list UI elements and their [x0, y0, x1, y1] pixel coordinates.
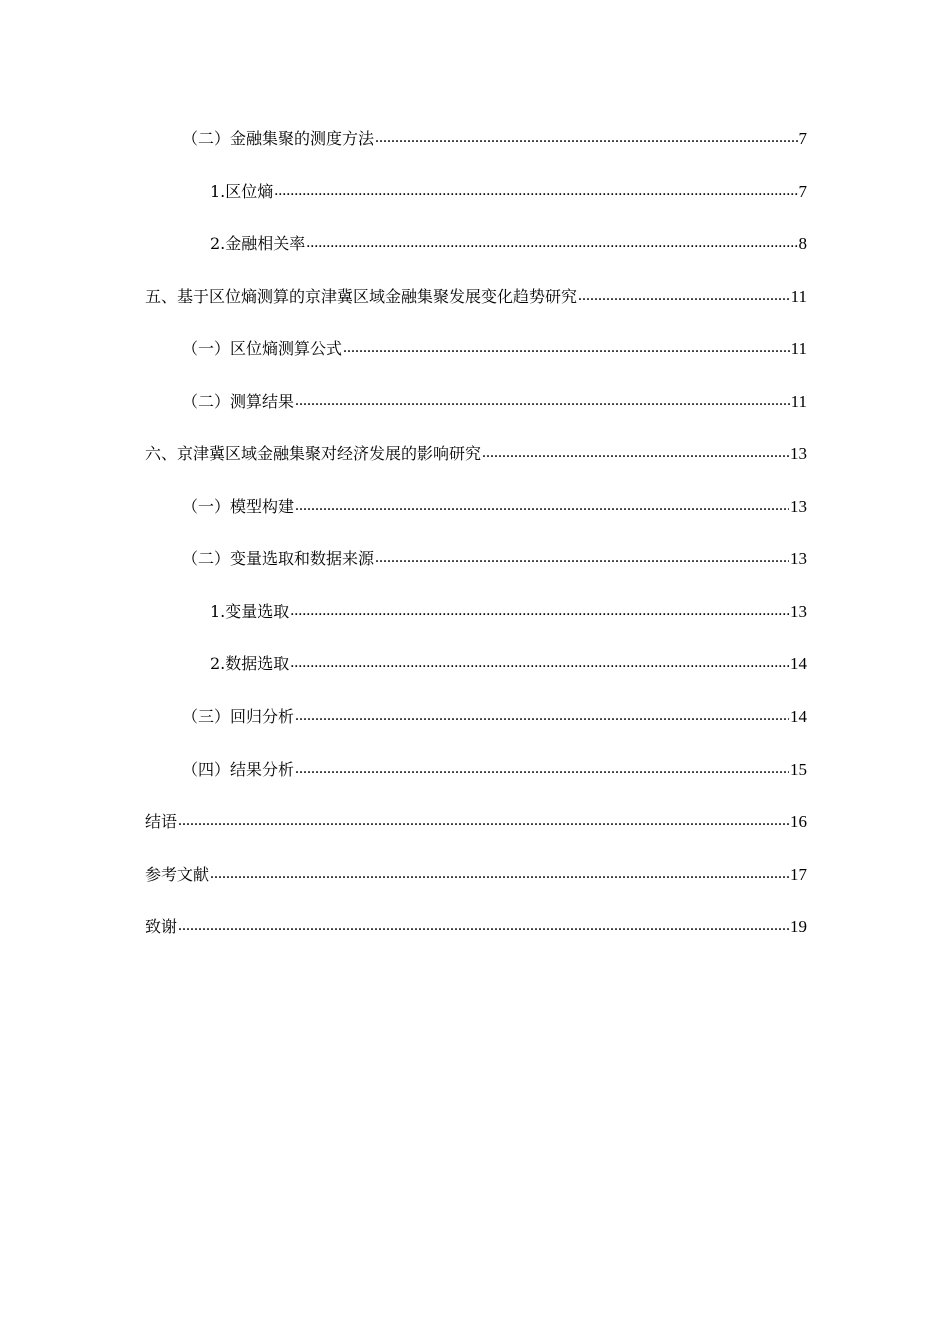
toc-dot-leader — [375, 547, 789, 569]
toc-entry-title: 结语 — [145, 812, 178, 831]
toc-entry-title: 五、基于区位熵测算的京津冀区域金融集聚发展变化趋势研究 — [145, 287, 578, 306]
toc-dot-leader — [295, 705, 789, 727]
toc-entry-page: 13 — [790, 602, 807, 621]
toc-entry-page: 13 — [790, 549, 807, 568]
toc-entry[interactable] — [182, 387, 807, 413]
toc-dot-leader — [295, 390, 790, 412]
toc-entry[interactable] — [210, 649, 807, 675]
toc-entry[interactable] — [182, 334, 807, 360]
toc-dot-leader — [178, 915, 789, 937]
toc-entry-title: 致谢 — [145, 917, 178, 936]
toc-entry[interactable] — [145, 807, 807, 833]
toc-entry[interactable] — [210, 597, 807, 623]
toc-entry[interactable] — [145, 282, 807, 308]
toc-entry-page: 7 — [798, 182, 807, 201]
toc-entry-title: 参考文献 — [145, 865, 210, 884]
toc-entry-title: （三）回归分析 — [182, 707, 295, 726]
toc-entry-title: （一）模型构建 — [182, 497, 295, 516]
toc-entry-title: （二）变量选取和数据来源 — [182, 549, 375, 568]
toc-entry[interactable] — [182, 702, 807, 728]
toc-entry-title: （二）金融集聚的测度方法 — [182, 129, 375, 148]
toc-entry[interactable] — [145, 860, 807, 886]
toc-dot-leader — [343, 337, 790, 359]
toc-dot-leader — [375, 127, 797, 149]
toc-entry[interactable] — [210, 177, 807, 203]
toc-entry-title: 1.变量选取 — [210, 602, 290, 621]
toc-entry-title: （二）测算结果 — [182, 392, 295, 411]
toc-dot-leader — [482, 442, 789, 464]
toc-entry-title: 六、京津冀区域金融集聚对经济发展的影响研究 — [145, 444, 482, 463]
toc-entry[interactable] — [210, 229, 807, 255]
toc-dot-leader — [290, 600, 789, 622]
toc-entry-page: 8 — [798, 234, 807, 253]
toc-entry[interactable] — [182, 124, 807, 150]
toc-dot-leader — [295, 758, 789, 780]
toc-dot-leader — [295, 495, 789, 517]
toc-entry[interactable] — [145, 439, 807, 465]
toc-entry-page: 19 — [790, 917, 807, 936]
toc-dot-leader — [178, 810, 789, 832]
toc-entry-title: 1.区位熵 — [210, 182, 274, 201]
toc-entry-page: 11 — [790, 287, 807, 306]
toc-entry[interactable] — [182, 755, 807, 781]
toc-entry-page: 15 — [790, 760, 807, 779]
toc-entry-page: 13 — [790, 497, 807, 516]
toc-entry[interactable] — [182, 544, 807, 570]
toc-dot-leader — [578, 285, 790, 307]
toc-entry-page: 11 — [790, 392, 807, 411]
toc-entry[interactable] — [145, 912, 807, 938]
toc-entry-title: （四）结果分析 — [182, 760, 295, 779]
toc-dot-leader — [306, 232, 797, 254]
toc-entry-title: 2.金融相关率 — [210, 234, 306, 253]
toc-dot-leader — [290, 652, 789, 674]
toc-dot-leader — [210, 863, 789, 885]
toc-dot-leader — [274, 180, 797, 202]
toc-entry-title: （一）区位熵测算公式 — [182, 339, 343, 358]
toc-entry[interactable] — [182, 492, 807, 518]
toc-entry-page: 7 — [798, 129, 807, 148]
toc-entry-page: 14 — [790, 707, 807, 726]
toc-entry-page: 13 — [790, 444, 807, 463]
toc-entry-page: 17 — [790, 865, 807, 884]
toc-entry-page: 16 — [790, 812, 807, 831]
toc-entry-page: 14 — [790, 654, 807, 673]
toc-entry-page: 11 — [790, 339, 807, 358]
toc-entry-title: 2.数据选取 — [210, 654, 290, 673]
